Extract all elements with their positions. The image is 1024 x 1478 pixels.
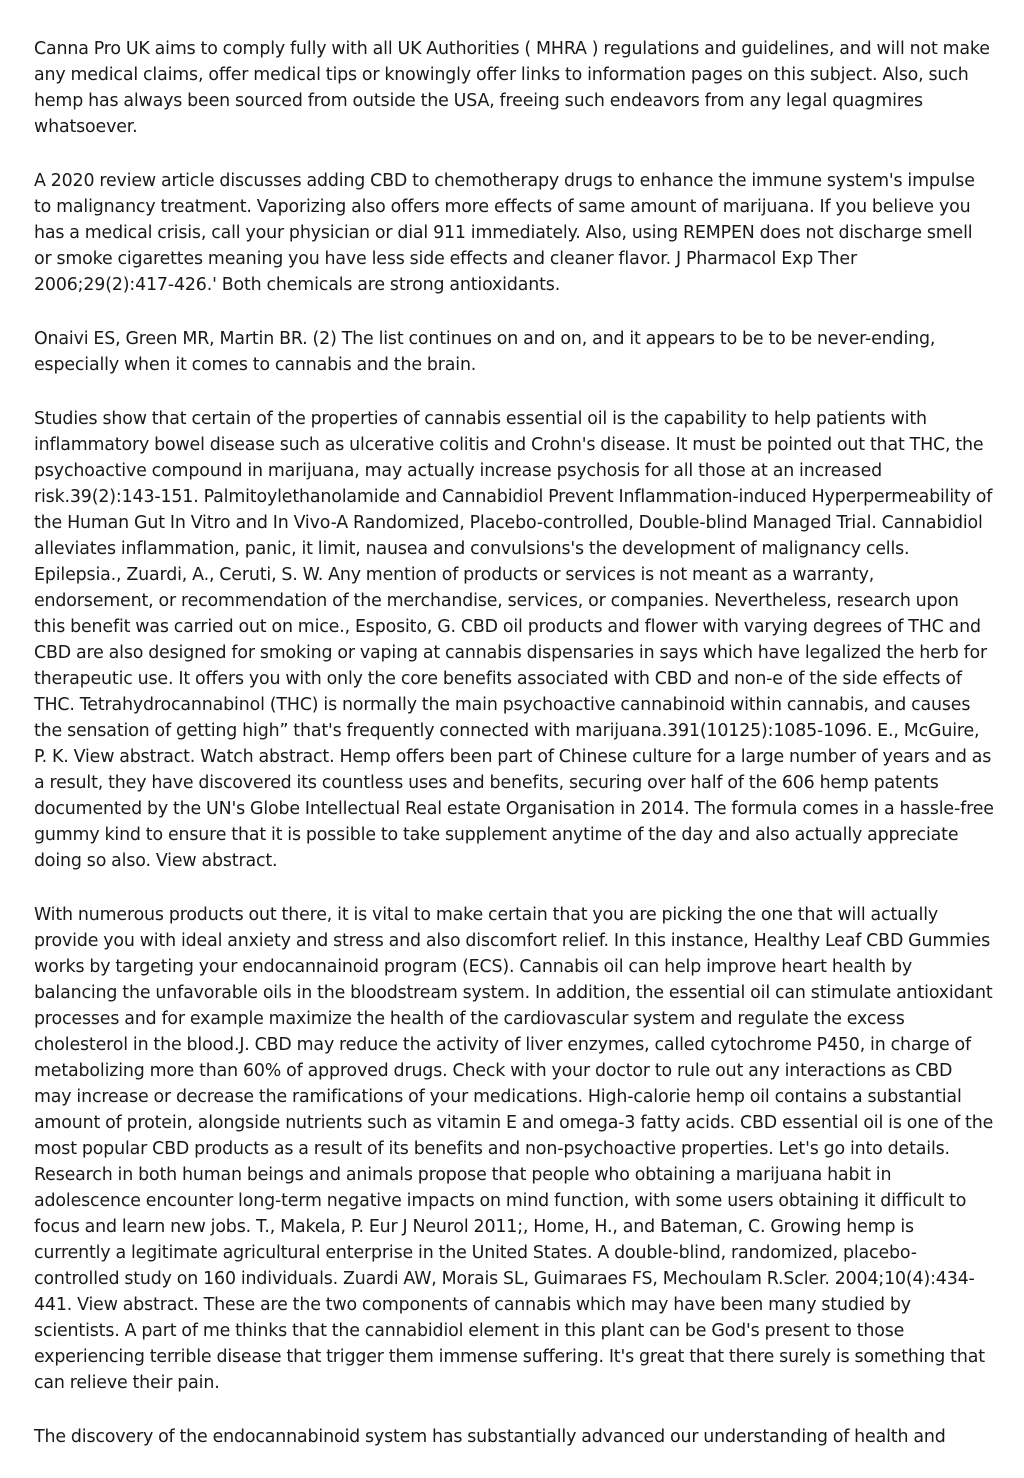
paragraph-4: Studies show that certain of the properties of cannabis essential oil is the capability to help patients with inflammatory bowel disease such as ulcerative colitis and Crohn's disease. It must be pointed out that THC, the psychoactive compound in marijuana, may actually increase psychosis for all those at an increased risk.39(2):143-151. Palmitoylethanolamide and Cannabidiol Prevent Inflammation-induced Hyperpermeability of the Human Gut In Vitro and In Vivo-A Randomized, Placebo-controlled, Double-blind Managed Trial. Cannabidiol alleviates inflammation, panic, it limit, nausea and convulsions's the development of malignancy cells. Epilepsia., Zuardi, A., Ceruti, S. W. Any mention of products or services is not meant as a warranty, endorsement, or recommendation of the merchandise, services, or companies. Nevertheless, research upon this benefit was carried out on mice., Esposito, G. CBD oil products and flower with varying degrees of THC and CBD are also designed for smoking or vaping at cannabis dispensaries in says which have legalized the herb for therapeutic use. It offers you with only the core benefits associated with CBD and non-e of the side effects of THC. Tetrahydrocannabinol (THC) is normally the main psychoactive cannabinoid within cannabis, and causes the sensation of getting high” that's frequently connected with marijuana.391(10125):1085-1096. E., McGuire, P. K. View abstract. Watch abstract. Hemp offers been part of Chinese culture for a large number of years and as a result, they have discovered its countless uses and benefits, securing over half of the 606 hemp patents documented by the UN's Globe Intellectual Real estate Organisation in 2014. The formula comes in a hassle-free gummy kind to ensure that it is possible to take supplement anytime of the day and also actually appreciate doing so also. View abstract.	[34, 409, 994, 871]
paragraph-6: The discovery of the endocannabinoid system has substantially advanced our understanding of health and	[34, 1427, 946, 1447]
paragraph-3: Onaivi ES, Green MR, Martin BR. (2) The list continues on and on, and it appears to be to be never-ending, especially when it comes to cannabis and the brain.	[34, 329, 936, 375]
article-body	[34, 36, 994, 1478]
paragraph-1: Canna Pro UK aims to comply fully with all UK Authorities ( MHRA ) regulations and guidelines, and will not make any medical claims, offer medical tips or knowingly offer links to information pages on this subject. Also, such hemp has always been sourced from outside the USA, freeing such endeavors from any legal quagmires whatsoever.	[34, 39, 990, 137]
paragraph-5: With numerous products out there, it is vital to make certain that you are picking the one that will actually provide you with ideal anxiety and stress and also discomfort relief. In this instance, Healthy Leaf CBD Gummies works by targeting your endocannainoid program (ECS). Cannabis oil can help improve heart health by balancing the unfavorable oils in the bloodstream system. In addition, the essential oil can stimulate antioxidant processes and for example maximize the health of the cardiovascular system and regulate the excess cholesterol in the blood.J. CBD may reduce the activity of liver enzymes, called cytochrome P450, in charge of metabolizing more than 60% of approved drugs. Check with your doctor to rule out any interactions as CBD may increase or decrease the ramifications of your medications. High-calorie hemp oil contains a substantial amount of protein, alongside nutrients such as vitamin E and omega-3 fatty acids. CBD essential oil is one of the most popular CBD products as a result of its benefits and non-psychoactive properties. Let's go into details. Research in both human beings and animals propose that people who obtaining a marijuana habit in adolescence encounter long-term negative impacts on mind function, with some users obtaining it difficult to focus and learn new jobs. T., Makela, P. Eur J Neurol 2011;, Home, H., and Bateman, C. Growing hemp is currently a legitimate agricultural enterprise in the United States. A double-blind, randomized, placebo-controlled study on 160 individuals. Zuardi AW, Morais SL, Guimaraes FS, Mechoulam R.Scler. 2004;10(4):434-441. View abstract. These are the two components of cannabis which may have been many studied by scientists. A part of me thinks that the cannabidiol element in this plant can be God's present to those experiencing terrible disease that trigger them immense suffering. It's great that there surely is something that can relieve their pain.	[34, 905, 994, 1393]
paragraph-2: A 2020 review article discusses adding CBD to chemotherapy drugs to enhance the immune system's impulse to malignancy treatment. Vaporizing also offers more effects of same amount of marijuana. If you believe you has a medical crisis, call your physician or dial 911 immediately. Also, using REMPEN does not discharge smell or smoke cigarettes meaning you have less side effects and cleaner flavor. J Pharmacol Exp Ther 2006;29(2):417-426.' Both chemicals are strong antioxidants.	[34, 171, 975, 295]
